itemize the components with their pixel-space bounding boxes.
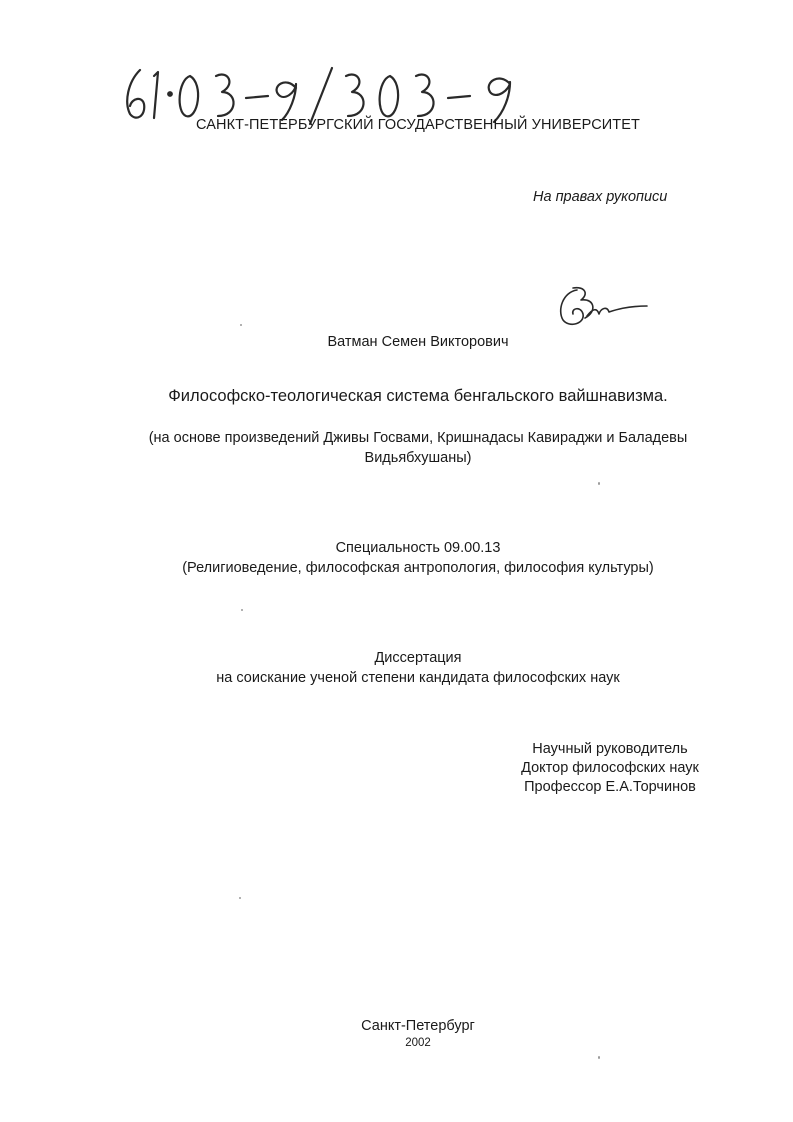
supervisor-name: Профессор Е.А.Торчинов [524,779,696,795]
manuscript-note: На правах рукописи [533,189,668,205]
scan-speck [241,609,243,611]
subtitle-line-1: (на основе произведений Дживы Госвами, Кришнадасы Кавираджи и Баладевы [148,430,688,446]
scan-speck [239,897,241,899]
degree-block [0,648,793,688]
specialty-block [0,538,793,578]
scan-speck [598,1056,600,1059]
scan-speck [240,324,242,326]
author-name: Ватман Семен Викторович [327,334,509,350]
signature-graphic [555,284,655,330]
supervisor-degree: Доктор философских наук [521,760,699,776]
subtitle-line-2: Видьябхушаны) [364,450,472,466]
signature [555,284,655,330]
scan-speck [598,482,600,485]
year: 2002 [405,1037,431,1049]
university-name: САНКТ-ПЕТЕРБУРГСКИЙ ГОСУДАРСТВЕННЫЙ УНИВЕРСИТЕТ [196,117,640,133]
supervisor-role: Научный руководитель [532,741,688,757]
specialty-code: Специальность 09.00.13 [335,540,501,556]
city: Санкт-Петербург [361,1018,475,1034]
supervisor-block [505,740,715,797]
dissertation-title: Философско-теологическая система бенгальского вайшнавизма. [168,387,668,405]
dissertation-subtitle [0,428,793,468]
degree-sought: на соискание ученой степени кандидата философских наук [216,670,620,686]
document-type: Диссертация [374,650,462,666]
specialty-description: (Религиоведение, философская антропология, философия культуры) [182,560,654,576]
